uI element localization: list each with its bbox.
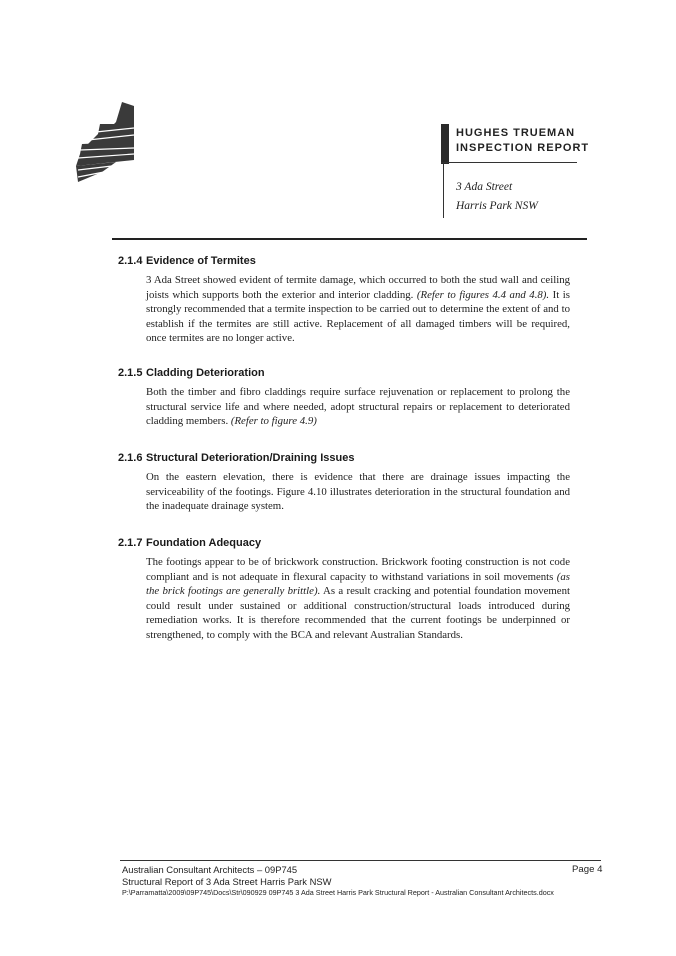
paragraph-text: Both the timber and fibro claddings require surface rejuvenation or replacement to prolong the structural service life and where needed, adopt structural repairs or replacement to deteriorated cladding members. [146,386,570,428]
address-street: 3 Ada Street [456,181,513,193]
section-title: Evidence of Termites [146,255,256,267]
figure-reference: (Refer to figure 4.9) [230,415,317,428]
section-paragraph [146,385,570,429]
section-heading [118,253,570,269]
address-suburb: Harris Park NSW [456,200,538,212]
footer-report-title: Structural Report of 3 Ada Street Harris Park NSW [122,876,332,887]
paragraph-text: It is strongly recommended that a termite inspection to be carried out to determine the extent of and to establish if the termites are still active. Replacement of all damaged timbers will be required, once termites are no longer active. [146,288,570,345]
report-title-type: INSPECTION REPORT [456,142,590,154]
section-paragraph [146,273,570,346]
figure-reference: (as the brick footings are generally brittle). [146,570,570,598]
section-heading [118,365,570,381]
section-paragraph [146,470,570,514]
section-paragraph [146,555,570,643]
header-rule [441,162,577,163]
figure-reference: (Refer to figures 4.4 and 4.8). [416,288,550,301]
page-number: Page 4 [572,864,603,875]
paragraph-text: 3 Ada Street showed evident of termite damage, which occurred to both the stud wall and ceiling joists which supports both the exterior and interior cladding. [146,274,570,301]
report-title-company: HUGHES TRUEMAN [456,127,576,139]
paragraph-text: The footings appear to be of brickwork construction. Brickwork footing construction is not code compliant and is not adequate in flexural capacity to withstand variations in soil movements [146,556,570,583]
page-top-rule [112,238,587,240]
section-structural-deterioration [118,450,570,514]
section-number: 2.1.6 [118,452,143,464]
section-number: 2.1.4 [118,255,143,267]
footer-rule [120,860,601,861]
section-number: 2.1.7 [118,537,143,549]
section-title: Structural Deterioration/Draining Issues [146,452,355,464]
footer-file-path: P:\Parramatta\2009\09P745\Docs\Str\090929 09P745 3 Ada Street Harris Park Structural Report - Australian Consultant Architects.docx [122,888,554,897]
section-cladding-deterioration [118,365,570,429]
section-evidence-of-termites [118,253,570,346]
section-title: Cladding Deterioration [146,367,265,379]
footer-company-job: Australian Consultant Architects – 09P745 [122,864,298,875]
hughes-trueman-logo-icon [76,102,142,190]
section-foundation-adequacy [118,535,570,643]
header-vertical-rule [443,162,444,218]
header-accent-bar [441,124,449,164]
section-title: Foundation Adequacy [146,537,262,549]
section-heading [118,535,570,551]
paragraph-text: As a result cracking and potential foundation movement could result under sustained or additional construction/structural loads introduced during remediation works. It is therefore recommended that the current footings be underpinned or strengthened, to comply with the BCA and relevant Australian Standards. [146,585,570,641]
paragraph-text: On the eastern elevation, there is evidence that there are drainage issues impacting the serviceability of the footings. Figure 4.10 illustrates deterioration in the structural foundation and the inadequate drainage system. [146,471,570,513]
section-number: 2.1.5 [118,367,143,379]
section-heading [118,450,570,466]
